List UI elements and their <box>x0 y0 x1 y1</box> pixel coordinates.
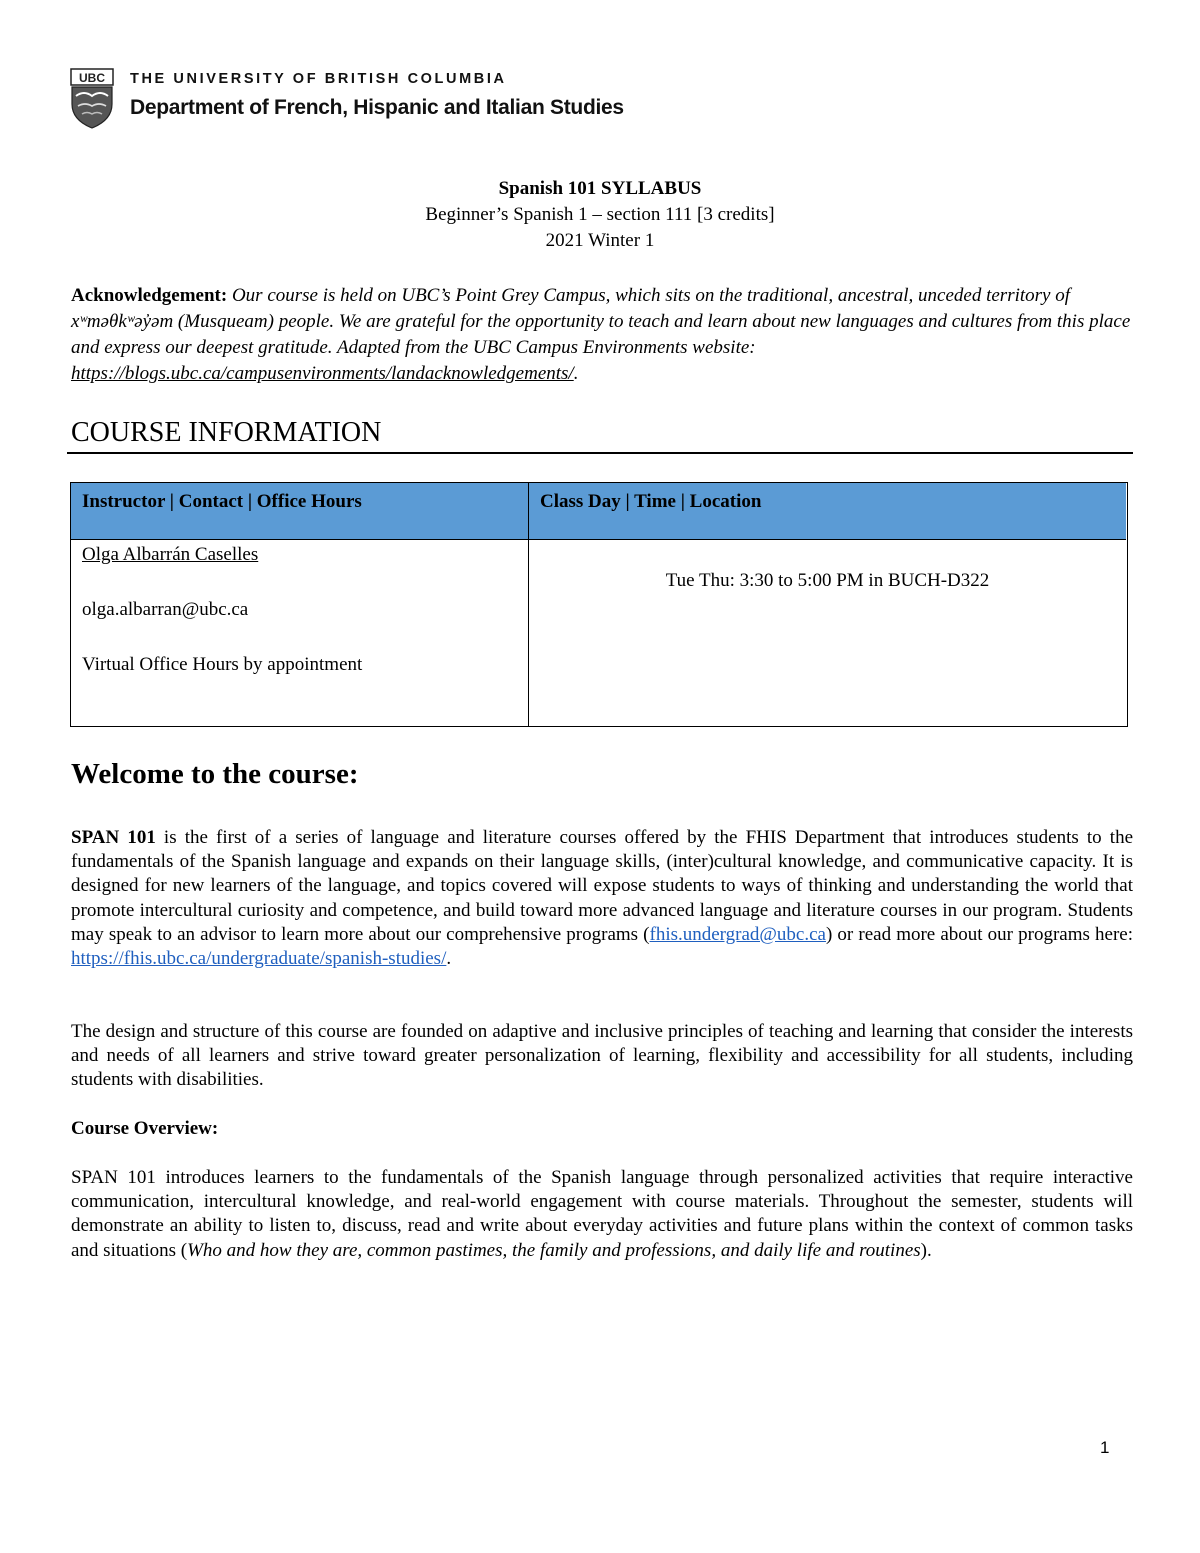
course-overview-paragraph <box>71 1166 1133 1263</box>
table-header-instructor: Instructor | Contact | Office Hours <box>71 483 529 540</box>
instructor-name[interactable]: Olga Albarrán Caselles <box>82 544 259 565</box>
acknowledgement-link[interactable]: https://blogs.ubc.ca/campusenvironments/landacknowledgements/ <box>71 363 574 384</box>
span101-bold: SPAN 101 <box>71 827 156 848</box>
fhis-email-link[interactable]: fhis.undergrad@ubc.ca <box>649 923 826 945</box>
p1-mid: ) or read more about our programs here: <box>825 923 1133 945</box>
syllabus-subtitle: Beginner’s Spanish 1 – section 111 [3 credits] <box>425 204 775 225</box>
acknowledgement-label: Acknowledgement: <box>71 285 228 306</box>
p3-end: ). <box>920 1239 932 1261</box>
welcome-heading: Welcome to the course: <box>71 758 359 790</box>
class-schedule: Tue Thu: 3:30 to 5:00 PM in BUCH-D322 <box>665 570 990 591</box>
p1-text: is the first of a series of language and literature courses offered by the FHIS Department that introduces students to the fundamentals of the Spanish language and expands on their language skills, (inter)cultural knowledge, and communicative capacity. It is designed for new learners of the language, and topics covered will expose students to ways of thinking and understanding the world that promote intercultural curiosity and competence, and build toward more advanced language and literature courses in our program. Students may speak to an advisor to learn more about our comprehensive programs ( <box>71 827 1133 945</box>
course-overview-heading: Course Overview: <box>71 1118 219 1139</box>
syllabus-title: Spanish 101 SYLLABUS <box>498 178 702 199</box>
course-info-table <box>70 482 1128 727</box>
acknowledgement-end: . <box>573 363 579 384</box>
p3-text: SPAN 101 introduces learners to the fundamentals of the Spanish language through personalized activities that require interactive communication, intercultural knowledge, and real-world engagement with course materials. Throughout the semester, students will demonstrate an ability to listen to, discuss, read and write about everyday activities and future plans within the context of common tasks and situations ( <box>71 1167 1133 1261</box>
syllabus-term: 2021 Winter 1 <box>545 230 655 251</box>
office-hours: Virtual Office Hours by appointment <box>82 654 363 675</box>
ubc-logo <box>70 68 114 130</box>
heading-rule <box>67 452 1133 454</box>
logo-text: UBC <box>79 71 105 85</box>
course-information-heading: COURSE INFORMATION <box>71 417 382 448</box>
department-name: Department of French, Hispanic and Italian Studies <box>130 96 624 119</box>
p1-end: . <box>446 948 452 970</box>
university-name: THE UNIVERSITY OF BRITISH COLUMBIA <box>130 71 507 87</box>
acknowledgement-text: Our course is held on UBC’s Point Grey Campus, which sits on the traditional, ancestral, unceded territory of xʷməθkʷəy̓əm (Musqueam) people. We are grateful for the opportunity to teach and learn about new languages and cultures from this place and express our deepest gratitude. Adapted from the UBC Campus Environments website: <box>71 285 1131 358</box>
acknowledgement <box>71 283 1133 387</box>
instructor-email: olga.albarran@ubc.ca <box>82 599 249 620</box>
welcome-paragraph-2: The design and structure of this course are founded on adaptive and inclusive principles of teaching and learning that consider the interests and needs of all learners and strive toward greater personalization of learning, flexibility and accessibility for all students, including students with disabilities. <box>71 1021 1133 1091</box>
spanish-studies-link[interactable]: https://fhis.ubc.ca/undergraduate/spanish-studies/ <box>71 948 447 970</box>
table-cell-class <box>529 540 1126 726</box>
p3-italic: Who and how they are, common pastimes, the family and professions, and daily life and routines <box>187 1239 921 1261</box>
page-number: 1 <box>1100 1438 1110 1457</box>
table-header-class: Class Day | Time | Location <box>529 483 1126 540</box>
table-cell-instructor <box>71 540 529 726</box>
welcome-paragraph-1 <box>71 826 1133 971</box>
